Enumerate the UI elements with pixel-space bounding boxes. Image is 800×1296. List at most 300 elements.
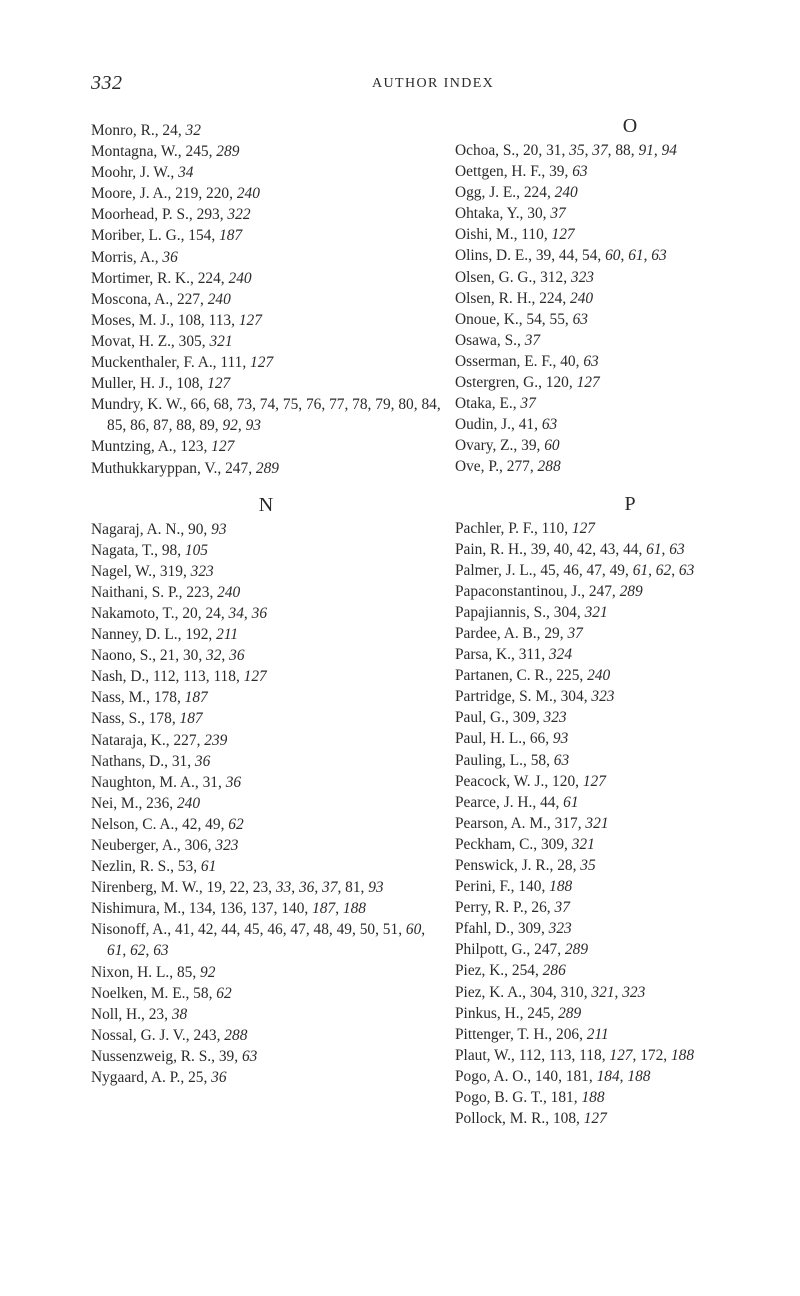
reference-page: 63 — [651, 247, 667, 265]
index-entry: Papajiannis, S., 304, 321 — [455, 603, 608, 621]
reference-page: 239 — [204, 731, 228, 749]
citation-page: 118 — [213, 668, 236, 686]
citation-page: 304 — [560, 688, 584, 706]
reference-page: 37 — [550, 205, 566, 223]
reference-page: 127 — [582, 772, 606, 790]
author-name: Nishimura, M., — [91, 900, 186, 918]
author-name: Osawa, S., — [455, 331, 521, 349]
citation-page: 43 — [599, 540, 616, 558]
reference-page: 37 — [322, 879, 338, 897]
index-group — [91, 491, 441, 1089]
citation-page: 309 — [517, 920, 541, 938]
reference-page: 289 — [619, 582, 643, 600]
reference-page: 127 — [576, 374, 600, 392]
citation-page: 20 — [182, 604, 198, 622]
citation-page: 311 — [518, 646, 542, 664]
citation-page: 305 — [178, 332, 202, 350]
reference-page: 37 — [520, 395, 536, 413]
citation-page: 84 — [421, 396, 437, 414]
index-entry: Nakamoto, T., 20, 24, 34, 36 — [91, 604, 268, 622]
author-name: Pachler, P. F., — [455, 519, 538, 537]
citation-page: 85 — [176, 963, 193, 981]
citation-page: 68 — [213, 396, 229, 414]
index-entry: Naithani, S. P., 223, 240 — [91, 583, 241, 601]
index-entry: Pfahl, D., 309, 323 — [455, 920, 572, 938]
reference-page: 61 — [563, 793, 579, 811]
citation-page: 113 — [208, 311, 232, 329]
author-name: Ove, P., — [455, 458, 503, 476]
index-entry: Perini, F., 140, 188 — [455, 878, 573, 896]
author-name: Pauling, L., — [455, 751, 527, 769]
author-name: Nakamoto, T., — [91, 604, 179, 622]
reference-page: 187 — [312, 900, 336, 918]
reference-page: 36 — [229, 647, 245, 665]
citation-page: 154 — [188, 227, 212, 245]
index-entry: Pain, R. H., 39, 40, 42, 43, 44, 61, 63 — [455, 540, 685, 558]
citation-page: 30 — [182, 647, 199, 665]
reference-page: 62 — [228, 815, 244, 833]
citation-page: 26 — [531, 899, 547, 917]
citation-page: 39 — [549, 163, 565, 181]
reference-page: 94 — [661, 142, 677, 159]
citation-page: 247 — [225, 459, 249, 477]
index-entry: Noll, H., 23, 38 — [91, 1005, 188, 1023]
reference-page: 127 — [583, 1110, 607, 1128]
index-entry: Oudin, J., 41, 63 — [455, 416, 558, 434]
citation-page: 49 — [609, 561, 625, 579]
citation-page: 247 — [588, 582, 612, 600]
citation-page: 136 — [219, 900, 243, 918]
index-entry: Pearce, J. H., 44, 61 — [455, 793, 579, 811]
author-name: Parsa, K., — [455, 646, 515, 664]
index-entry: Oishi, M., 110, 127 — [455, 226, 575, 244]
index-entry — [455, 393, 800, 414]
reference-page: 289 — [255, 459, 279, 477]
citation-page: 224 — [539, 289, 563, 307]
index-entry: Pearson, A. M., 317, 321 — [455, 814, 609, 832]
reference-page: 35 — [569, 142, 585, 159]
citation-page: 44 — [558, 247, 575, 265]
index-entry: Nagel, W., 319, 323 — [91, 562, 214, 580]
citation-page: 277 — [506, 458, 530, 476]
reference-page: 323 — [215, 837, 239, 854]
author-name: Pinkus, H., — [455, 1004, 524, 1022]
citation-page: 75 — [282, 396, 299, 414]
index-entry: Moses, M. J., 108, 113, 127 — [91, 311, 262, 329]
author-name: Nossal, G. J. V., — [91, 1026, 190, 1044]
author-name: Plaut, W., — [455, 1046, 515, 1064]
citation-page: 47 — [586, 561, 602, 579]
reference-page: 127 — [551, 226, 575, 244]
index-column-right — [455, 112, 800, 1129]
index-entry: Peckham, C., 309, 321 — [455, 835, 595, 853]
citation-page: 120 — [552, 772, 576, 790]
reference-page: 105 — [184, 541, 208, 559]
citation-page: 247 — [534, 941, 558, 959]
reference-page: 92 — [222, 417, 238, 435]
author-name: Nirenberg, M. W., — [91, 879, 203, 897]
index-entry: Monro, R., 24, 32 — [91, 122, 201, 139]
index-entry: Ochoa, S., 20, 31, 35, 37, 88, 91, 94 — [455, 142, 677, 159]
author-name: Moscona, A., — [91, 290, 174, 308]
author-name: Ogg, J. E., — [455, 184, 520, 202]
citation-page: 137 — [250, 900, 274, 918]
citation-page: 25 — [188, 1069, 204, 1087]
citation-page: 220 — [206, 185, 230, 203]
citation-page: 113 — [548, 1046, 572, 1064]
reference-page: 324 — [548, 646, 573, 664]
reference-page: 60 — [544, 437, 560, 455]
reference-page: 35 — [580, 857, 596, 874]
author-name: Peckham, C., — [455, 835, 538, 853]
author-name: Nixon, H. L., — [91, 963, 174, 981]
author-name: Nygaard, A. P., — [91, 1069, 185, 1087]
reference-page: 63 — [241, 1047, 258, 1065]
citation-page: 19 — [206, 879, 222, 897]
citation-page: 87 — [153, 417, 169, 435]
index-entry: Naono, S., 21, 30, 32, 36 — [91, 647, 245, 665]
index-entry: Moscona, A., 227, 240 — [91, 290, 231, 308]
author-name: Neuberger, A., — [91, 837, 181, 854]
reference-page: 127 — [571, 519, 595, 537]
reference-page: 36 — [162, 248, 178, 266]
citation-page: 172 — [640, 1046, 664, 1064]
author-name: Nei, M., — [91, 794, 143, 812]
index-entry: Nygaard, A. P., 25, 36 — [91, 1069, 227, 1087]
citation-page: 254 — [511, 962, 535, 980]
index-entry: Partridge, S. M., 304, 323 — [455, 688, 615, 706]
running-title: AUTHOR INDEX — [372, 76, 495, 91]
citation-page: 110 — [541, 519, 565, 537]
reference-page: 32 — [206, 647, 222, 665]
reference-page: 63 — [572, 310, 588, 328]
author-name: Olins, D. E., — [455, 247, 532, 265]
citation-page: 227 — [173, 731, 197, 749]
section-letter: N — [258, 493, 274, 516]
author-name: Moore, J. A., — [91, 185, 172, 203]
citation-page: 51 — [382, 921, 399, 939]
index-entry: Peacock, W. J., 120, 127 — [455, 772, 606, 790]
citation-page: 55 — [549, 310, 565, 328]
citation-page: 98 — [161, 541, 178, 559]
reference-page: 61 — [646, 540, 662, 558]
author-name: Naono, S., — [91, 647, 156, 665]
citation-page: 236 — [146, 794, 170, 812]
author-name: Noll, H., — [91, 1005, 145, 1023]
citation-page: 49 — [205, 815, 221, 833]
index-entry: Nagaraj, A. N., 90, 93 — [91, 520, 227, 538]
index-group — [455, 112, 800, 478]
index-entry: Nanney, D. L., 192, 211 — [91, 626, 239, 644]
index-entry: Nagata, T., 98, 105 — [91, 541, 208, 559]
citation-page: 31 — [171, 752, 188, 770]
citation-page: 41 — [174, 921, 191, 939]
author-name: Naughton, M. A., — [91, 773, 199, 791]
reference-page: 240 — [217, 583, 241, 601]
citation-page: 46 — [267, 921, 283, 939]
citation-page: 192 — [185, 626, 209, 644]
author-name: Moorhead, P. S., — [91, 206, 193, 224]
citation-page: 31 — [546, 142, 562, 159]
index-entry: Pogo, B. G. T., 181, 188 — [455, 1089, 605, 1107]
author-name: Olsen, R. H., — [455, 289, 536, 307]
section-letter: P — [624, 492, 636, 515]
citation-page: 243 — [193, 1026, 217, 1044]
reference-page: 323 — [591, 688, 615, 706]
citation-page: 40 — [560, 352, 576, 370]
reference-page: 240 — [554, 184, 578, 202]
citation-page: 42 — [198, 921, 214, 939]
citation-page: 44 — [540, 793, 556, 811]
index-entry: Penswick, J. R., 28, 35 — [455, 857, 596, 874]
citation-page: 39 — [521, 437, 537, 455]
citation-page: 108 — [552, 1110, 577, 1128]
reference-page: 36 — [251, 604, 268, 622]
reference-page: 188 — [670, 1046, 695, 1064]
citation-page: 113 — [183, 668, 206, 686]
citation-page: 58 — [530, 751, 547, 769]
reference-page: 240 — [228, 269, 252, 287]
citation-page: 86 — [130, 417, 146, 435]
index-entry: Muthukkaryppan, V., 247, 289 — [91, 459, 279, 477]
author-name: Ovary, Z., — [455, 437, 518, 455]
citation-page: 312 — [540, 268, 564, 286]
author-name: Ostergren, G., — [455, 374, 542, 392]
reference-page: 36 — [194, 752, 211, 770]
author-name: Montagna, W., — [91, 143, 182, 161]
citation-page: 304 — [553, 603, 577, 621]
citation-page: 29 — [544, 624, 560, 642]
reference-page: 62 — [130, 942, 146, 960]
index-entry: Neuberger, A., 306, 323 — [91, 837, 239, 854]
citation-page: 110 — [521, 226, 544, 244]
author-name: Mundry, K. W., — [91, 396, 187, 414]
citation-page: 53 — [177, 858, 194, 876]
reference-page: 188 — [342, 900, 366, 918]
citation-page: 223 — [186, 583, 210, 601]
reference-page: 184 — [596, 1067, 620, 1085]
index-entry: Nash, D., 112, 113, 118, 127 — [91, 668, 267, 686]
author-name: Oettgen, H. F., — [455, 163, 546, 181]
reference-page: 63 — [541, 416, 558, 434]
citation-page: 73 — [236, 396, 253, 414]
author-name: Nathans, D., — [91, 752, 168, 770]
citation-page: 39 — [530, 540, 547, 558]
citation-page: 42 — [182, 815, 198, 833]
citation-page: 45 — [540, 561, 556, 579]
author-name: Partridge, S. M., — [455, 688, 557, 706]
index-entry: Ohtaka, Y., 30, 37 — [455, 205, 566, 223]
citation-page: 45 — [244, 921, 260, 939]
index-entry: Pittenger, T. H., 206, 211 — [455, 1025, 609, 1043]
reference-page: 286 — [542, 962, 566, 980]
reference-page: 93 — [211, 520, 227, 538]
citation-page: 20 — [522, 142, 539, 159]
index-entry: Mundry, K. W., 66, 68, 73, 74, 75, 76, 77, 78, 79, 80, 84, 85, 86, 87, 88, 89, 92, 93 — [91, 396, 441, 435]
reference-page: 188 — [549, 878, 573, 896]
index-entry: Olins, D. E., 39, 44, 54, 60, 61, 63 — [455, 247, 667, 265]
index-entry: Olsen, G. G., 312, 323 — [455, 268, 594, 286]
citation-page: 309 — [512, 709, 536, 727]
reference-page: 289 — [558, 1004, 582, 1022]
reference-page: 60 — [605, 247, 621, 265]
index-entry: Nathans, D., 31, 36 — [91, 752, 211, 770]
index-entry: Osserman, E. F., 40, 63 — [455, 352, 599, 370]
index-entry: Pauling, L., 58, 63 — [455, 751, 570, 769]
author-name: Nass, S., — [91, 710, 145, 728]
citation-page: 206 — [556, 1025, 580, 1043]
citation-page: 140 — [281, 900, 305, 918]
index-entry: Onoue, K., 54, 55, 63 — [455, 310, 588, 328]
reference-page: 289 — [564, 941, 589, 959]
author-name: Pogo, B. G. T., — [455, 1089, 547, 1107]
citation-page: 111 — [220, 354, 243, 372]
citation-page: 66 — [529, 730, 546, 748]
reference-page: 37 — [524, 331, 541, 349]
reference-page: 36 — [225, 773, 242, 791]
author-name: Paul, G., — [455, 709, 509, 727]
reference-page: 240 — [207, 290, 231, 308]
index-entry: Papaconstantinou, J., 247, 289 — [455, 582, 643, 600]
reference-page: 188 — [627, 1067, 651, 1085]
index-entry — [91, 247, 441, 268]
reference-page: 321 — [584, 603, 608, 621]
reference-page: 240 — [587, 667, 611, 685]
reference-page: 321 — [585, 814, 609, 832]
author-name: Nagata, T., — [91, 541, 158, 559]
author-name: Pardee, A. B., — [455, 624, 541, 642]
reference-page: 93 — [552, 730, 569, 748]
index-column-left — [91, 112, 441, 1088]
citation-page: 245 — [527, 1004, 551, 1022]
citation-page: 47 — [290, 921, 306, 939]
citation-page: 224 — [197, 269, 221, 287]
index-entry: Nass, M., 178, 187 — [91, 689, 208, 707]
author-name: Partanen, C. R., — [455, 667, 553, 685]
author-name: Pogo, A. O., — [455, 1067, 532, 1085]
author-name: Moses, M. J., — [91, 311, 174, 329]
reference-page: 60 — [405, 921, 422, 939]
author-name: Pollock, M. R., — [455, 1110, 550, 1128]
citation-page: 41 — [518, 416, 535, 434]
reference-page: 63 — [669, 540, 685, 558]
reference-page: 61 — [107, 942, 123, 960]
index-entry: Nishimura, M., 134, 136, 137, 140, 187, 188 — [91, 900, 366, 918]
reference-page: 188 — [581, 1089, 605, 1107]
reference-page: 323 — [543, 709, 567, 727]
index-entry: Nossal, G. J. V., 243, 288 — [91, 1026, 248, 1044]
reference-page: 37 — [554, 899, 570, 917]
author-name: Nezlin, R. S., — [91, 858, 174, 876]
reference-page: 321 — [209, 332, 233, 350]
reference-page: 289 — [216, 143, 240, 161]
author-name: Muller, H. J., — [91, 375, 173, 393]
author-name: Oishi, M., — [455, 226, 518, 244]
citation-page: 42 — [576, 540, 593, 558]
index-entry: Nataraja, K., 227, 239 — [91, 731, 228, 749]
index-group — [455, 490, 800, 1130]
citation-page: 140 — [534, 1067, 559, 1085]
reference-page: 93 — [368, 879, 384, 897]
citation-page: 224 — [523, 184, 547, 202]
author-name: Morris, A., — [91, 248, 159, 266]
citation-page: 108 — [177, 311, 201, 329]
author-name: Paul, H. L., — [455, 730, 526, 748]
author-name: Pain, R. H., — [455, 540, 527, 558]
reference-page: 288 — [537, 458, 561, 476]
index-entry: Olsen, R. H., 224, 240 — [455, 289, 594, 307]
author-name: Pearce, J. H., — [455, 793, 537, 811]
citation-page: 40 — [553, 540, 570, 558]
reference-page: 38 — [171, 1005, 188, 1023]
reference-page: 63 — [583, 352, 599, 370]
reference-page: 211 — [586, 1025, 609, 1043]
index-entry: Nei, M., 236, 240 — [91, 794, 201, 812]
reference-page: 240 — [236, 185, 260, 203]
citation-page: 304 — [529, 983, 553, 1001]
page-number: 332 — [91, 72, 123, 94]
reference-page: 63 — [572, 163, 588, 181]
reference-page: 63 — [678, 561, 695, 579]
reference-page: 127 — [211, 438, 235, 456]
index-entry: Oettgen, H. F., 39, 63 — [455, 163, 588, 181]
author-name: Nelson, C. A., — [91, 815, 179, 833]
citation-page: 58 — [193, 984, 209, 1002]
citation-page: 78 — [352, 396, 368, 414]
reference-page: 34 — [228, 604, 244, 622]
citation-page: 23 — [148, 1005, 165, 1023]
citation-page: 225 — [556, 667, 580, 685]
reference-page: 61 — [628, 247, 644, 265]
citation-page: 49 — [336, 921, 352, 939]
author-name: Monro, R., — [91, 122, 159, 139]
author-name: Penswick, J. R., — [455, 857, 554, 874]
citation-page: 77 — [329, 396, 345, 414]
index-entry: Moore, J. A., 219, 220, 240 — [91, 185, 260, 203]
author-name: Papaconstantinou, J., — [455, 582, 585, 600]
reference-page: 36 — [211, 1069, 227, 1087]
reference-page: 321 — [591, 983, 615, 1001]
reference-page: 127 — [250, 354, 274, 372]
reference-page: 323 — [570, 268, 594, 286]
reference-page: 127 — [243, 668, 267, 686]
reference-page: 323 — [622, 983, 646, 1001]
author-name: Nagel, W., — [91, 562, 156, 580]
reference-page: 61 — [200, 858, 217, 876]
index-entry: Nass, S., 178, 187 — [91, 710, 203, 728]
author-name: Naithani, S. P., — [91, 583, 183, 601]
author-name: Movat, H. Z., — [91, 332, 175, 350]
author-name: Pearson, A. M., — [455, 814, 551, 832]
index-entry: Parsa, K., 311, 324 — [455, 646, 573, 664]
citation-page: 46 — [563, 561, 579, 579]
citation-page: 81 — [345, 879, 361, 897]
index-entry: Pachler, P. F., 110, 127 — [455, 519, 595, 537]
author-name: Onoue, K., — [455, 310, 523, 328]
citation-page: 319 — [159, 562, 183, 580]
reference-page: 321 — [571, 835, 595, 853]
author-name: Oudin, J., — [455, 416, 515, 434]
citation-page: 178 — [153, 689, 177, 707]
reference-page: 127 — [238, 311, 262, 329]
citation-page: 79 — [375, 396, 391, 414]
author-name: Papajiannis, S., — [455, 603, 550, 621]
index-entry: Piez, K., 254, 286 — [455, 962, 566, 980]
author-name: Nagaraj, A. N., — [91, 520, 185, 538]
citation-page: 108 — [176, 375, 200, 393]
citation-page: 76 — [305, 396, 322, 414]
citation-page: 28 — [557, 857, 573, 874]
